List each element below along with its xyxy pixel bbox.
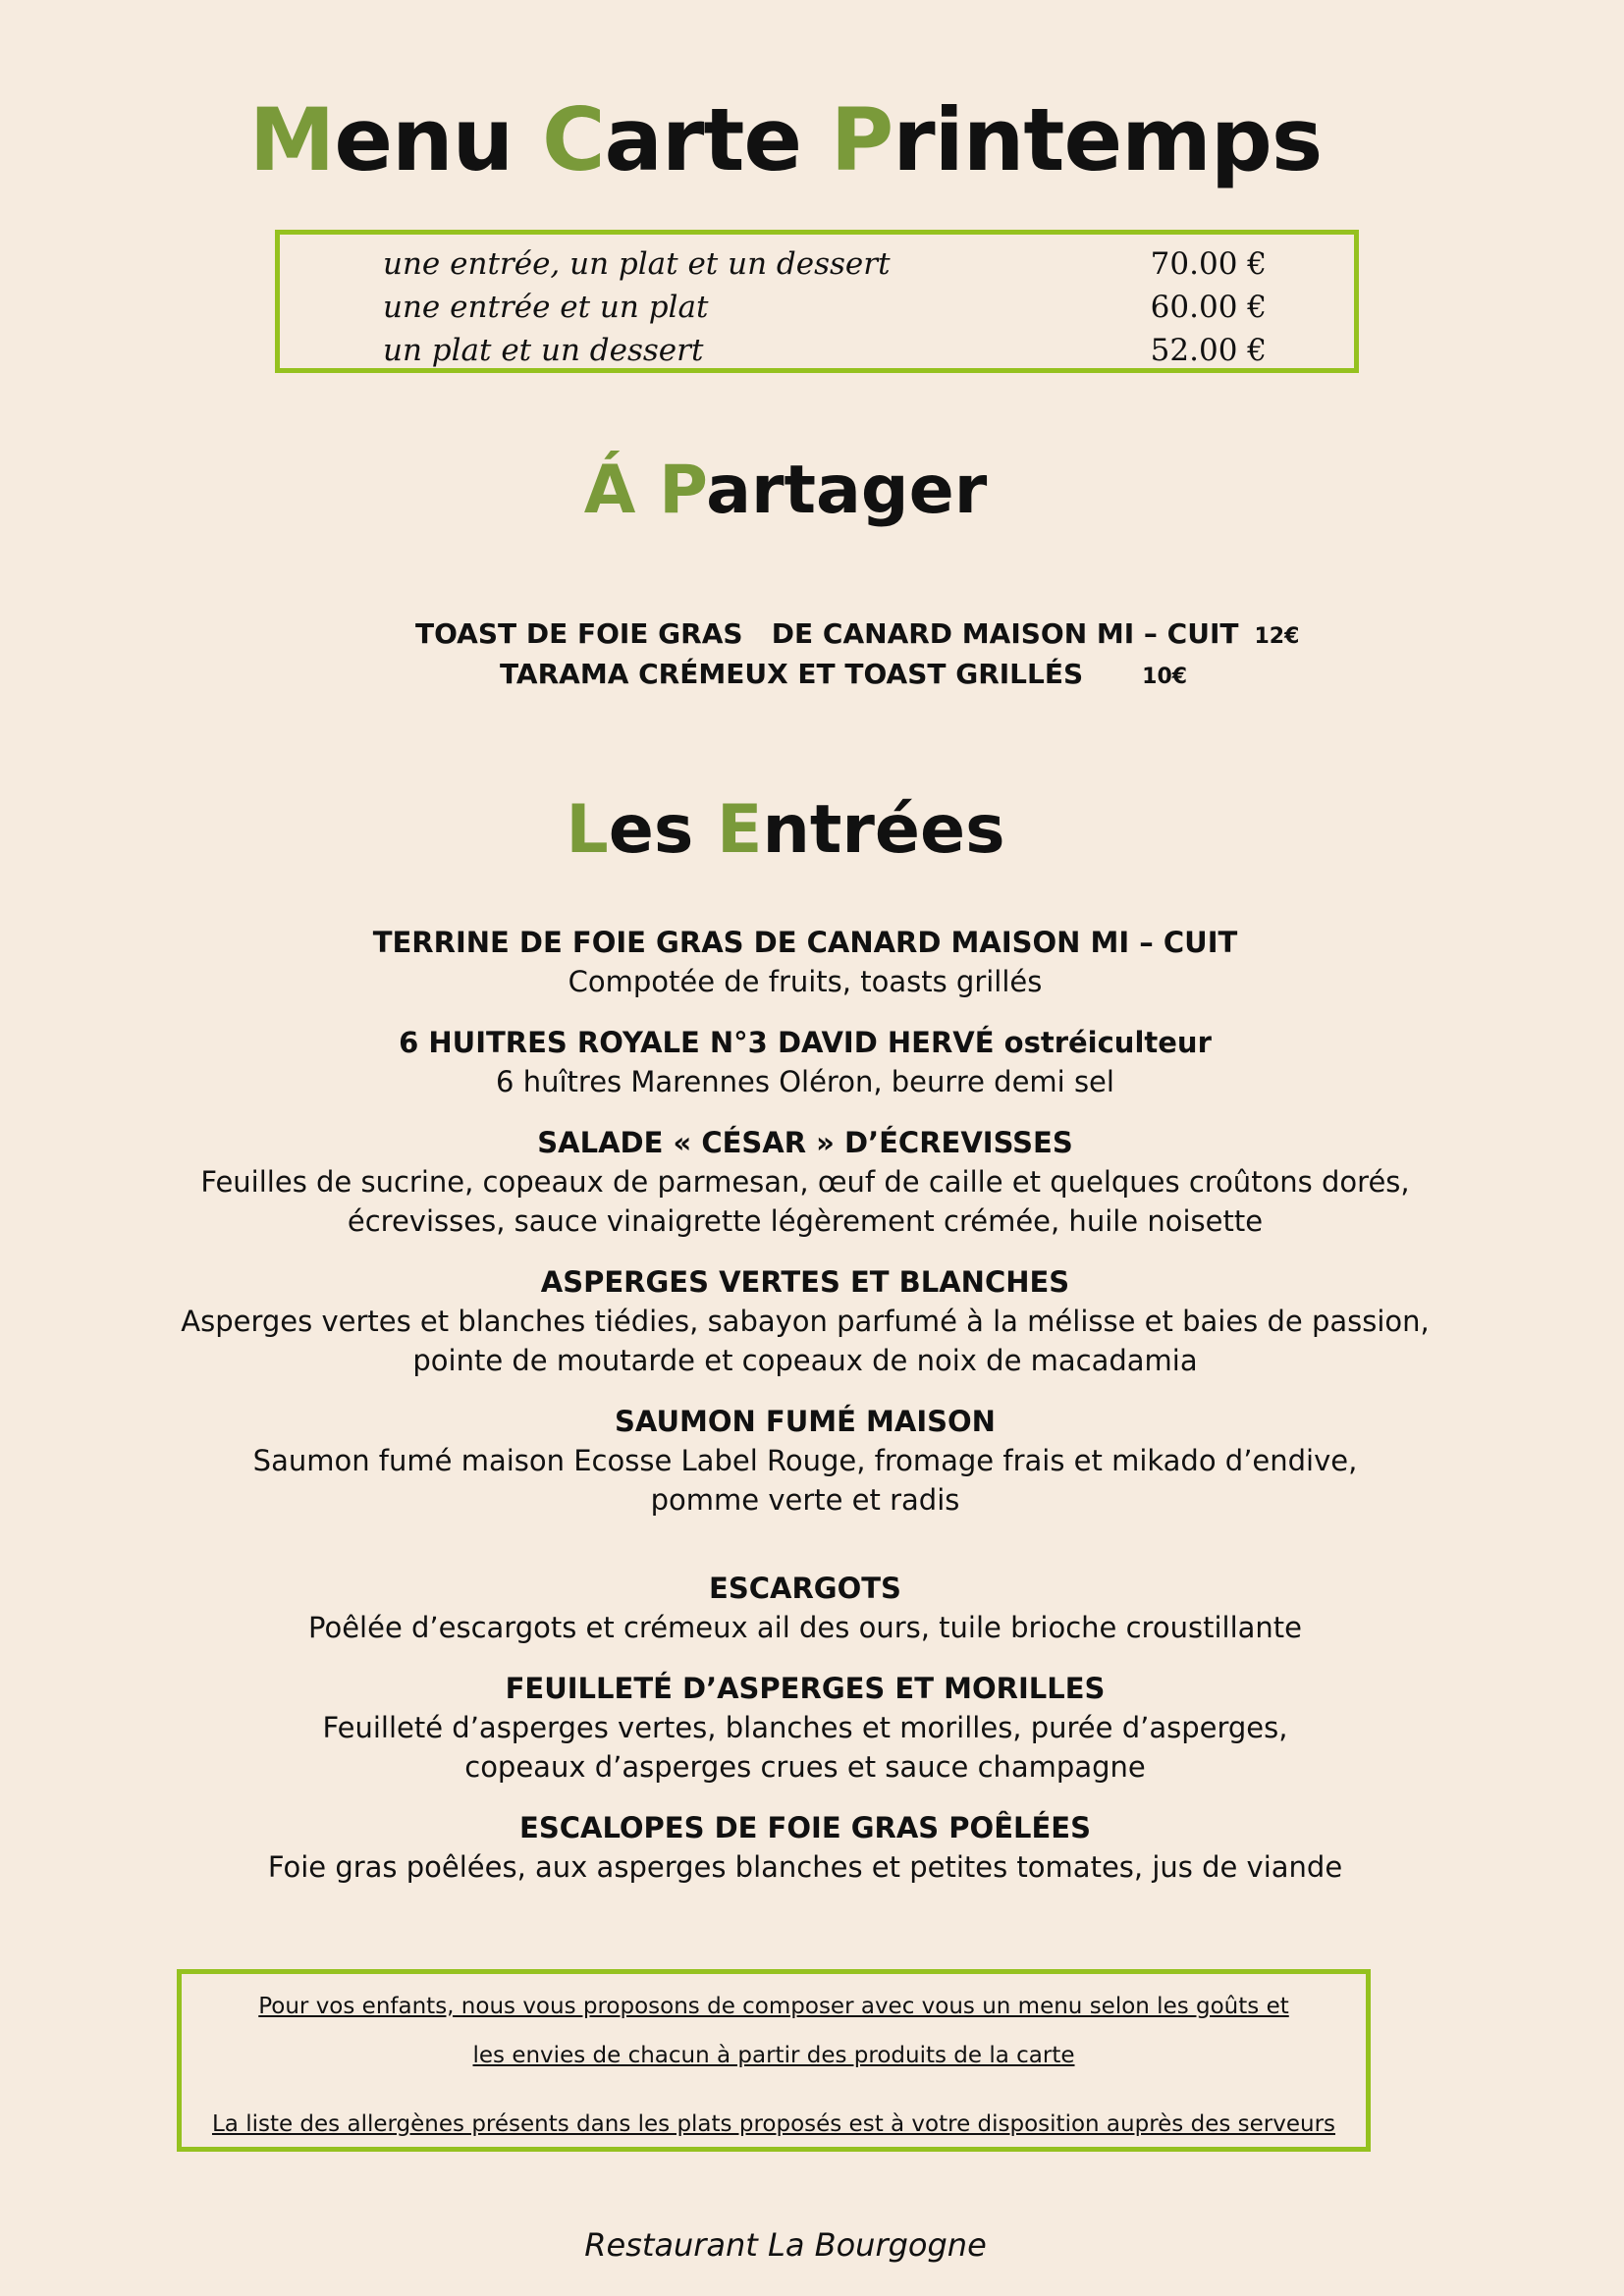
dish-description: Feuilles de sucrine, copeaux de parmesan, œuf de caille et quelques croûtons dorés, [200,1165,1410,1199]
dish-name: TERRINE DE FOIE GRAS DE CANARD MAISON MI – CUIT [372,926,1238,959]
formula-price: 70.00 € [1150,246,1267,282]
title-part-2: arte [604,89,831,190]
dish-item [98,1402,1512,1520]
dish-description: Foie gras poêlées, aux asperges blanches et petites tomates, jus de viande [267,1850,1343,1884]
dish-name: 6 HUITRES ROYALE N°3 DAVID HERVÉ ostréiculteur [399,1026,1212,1059]
dish-description: Feuilleté d’asperges vertes, blanches et morilles, purée d’asperges, [322,1711,1288,1744]
dish-item [98,1123,1512,1241]
dish-name: ESCALOPES DE FOIE GRAS POÊLÉES [519,1811,1091,1844]
formula-row [383,246,1267,290]
dish-description: Poêlée d’escargots et crémeux ail des ours, tuile brioche croustillante [308,1611,1302,1644]
section-title-entrees [0,791,1571,870]
dish-item [98,1262,1512,1380]
title-part-3: rintemps [893,89,1323,190]
dish-description-line-2: copeaux d’asperges crues et sauce champagne [464,1750,1146,1784]
title-initial-m: M [248,89,335,190]
dish-description-line-2: pointe de moutarde et copeaux de noix de macadamia [412,1344,1198,1377]
formula-price: 52.00 € [1150,333,1267,368]
formula-label: une entrée et un plat [383,290,709,325]
formula-price-box [275,230,1359,373]
dish-description: 6 huîtres Marennes Oléron, beurre demi sel [496,1065,1114,1098]
page-title [0,86,1571,194]
dish-item [98,923,1512,1001]
partager-initial-p: P [659,452,707,529]
dish-name: ASPERGES VERTES ET BLANCHES [540,1265,1070,1299]
info-box [177,1969,1371,2152]
dish-name: SAUMON FUMÉ MAISON [615,1405,996,1438]
share-item-price: 10€ [1142,665,1188,689]
partager-title-rest: artager [706,452,988,529]
partager-title-space [635,452,659,529]
dish-name: SALADE « CÉSAR » D’ÉCREVISSES [537,1126,1073,1159]
formula-row [383,290,1267,333]
section-title-partager [0,452,1571,530]
title-initial-p: P [830,89,893,190]
dish-description-line-2: écrevisses, sauce vinaigrette légèrement crémée, huile noisette [347,1204,1264,1238]
allergen-note: La liste des allergènes présents dans les plats proposés est à votre disposition auprès des serveurs [211,2111,1336,2137]
entrees-initial-l: L [566,791,609,869]
title-initial-c: C [541,89,605,190]
kids-menu-note: Pour vos enfants, nous vous proposons de composer avec vous un menu selon les goûts et [258,1994,1289,2019]
formula-price: 60.00 € [1150,290,1267,325]
dish-description: Saumon fumé maison Ecosse Label Rouge, fromage frais et mikado d’endive, [252,1444,1358,1477]
dish-name: FEUILLETÉ D’ASPERGES ET MORILLES [505,1672,1106,1705]
dish-description: Compotée de fruits, toasts grillés [568,965,1043,998]
dish-description-line-2: pomme verte et radis [650,1483,960,1517]
dish-item [98,1808,1512,1887]
entrees-title-part-1: es [608,791,717,869]
formula-label: une entrée, un plat et un dessert [383,246,891,282]
kids-menu-note-line-2: les envies de chacun à partir des produits de la carte [472,2043,1075,2068]
share-item-price: 12€ [1254,624,1300,649]
entrees-title-part-2: ntrées [762,791,1005,869]
dish-item [98,1023,1512,1101]
dish-item [98,1669,1512,1787]
dish-name: ESCARGOTS [709,1572,901,1605]
formula-label: un plat et un dessert [383,333,704,368]
share-item [461,625,1187,722]
formula-row [383,333,1267,376]
entrees-initial-e: E [717,791,763,869]
title-part-1: enu [334,89,542,190]
share-item-name: TARAMA CRÉMEUX ET TOAST GRILLÉS [500,658,1084,690]
restaurant-name: Restaurant La Bourgogne [584,2226,987,2264]
partager-initial-a: Á [583,452,636,529]
dish-item [98,1569,1512,1647]
dish-description: Asperges vertes et blanches tiédies, sabayon parfumé à la mélisse et baies de passion, [181,1305,1430,1338]
share-item-name: TOAST DE FOIE GRAS DE CANARD MAISON MI – CUIT [415,617,1239,650]
